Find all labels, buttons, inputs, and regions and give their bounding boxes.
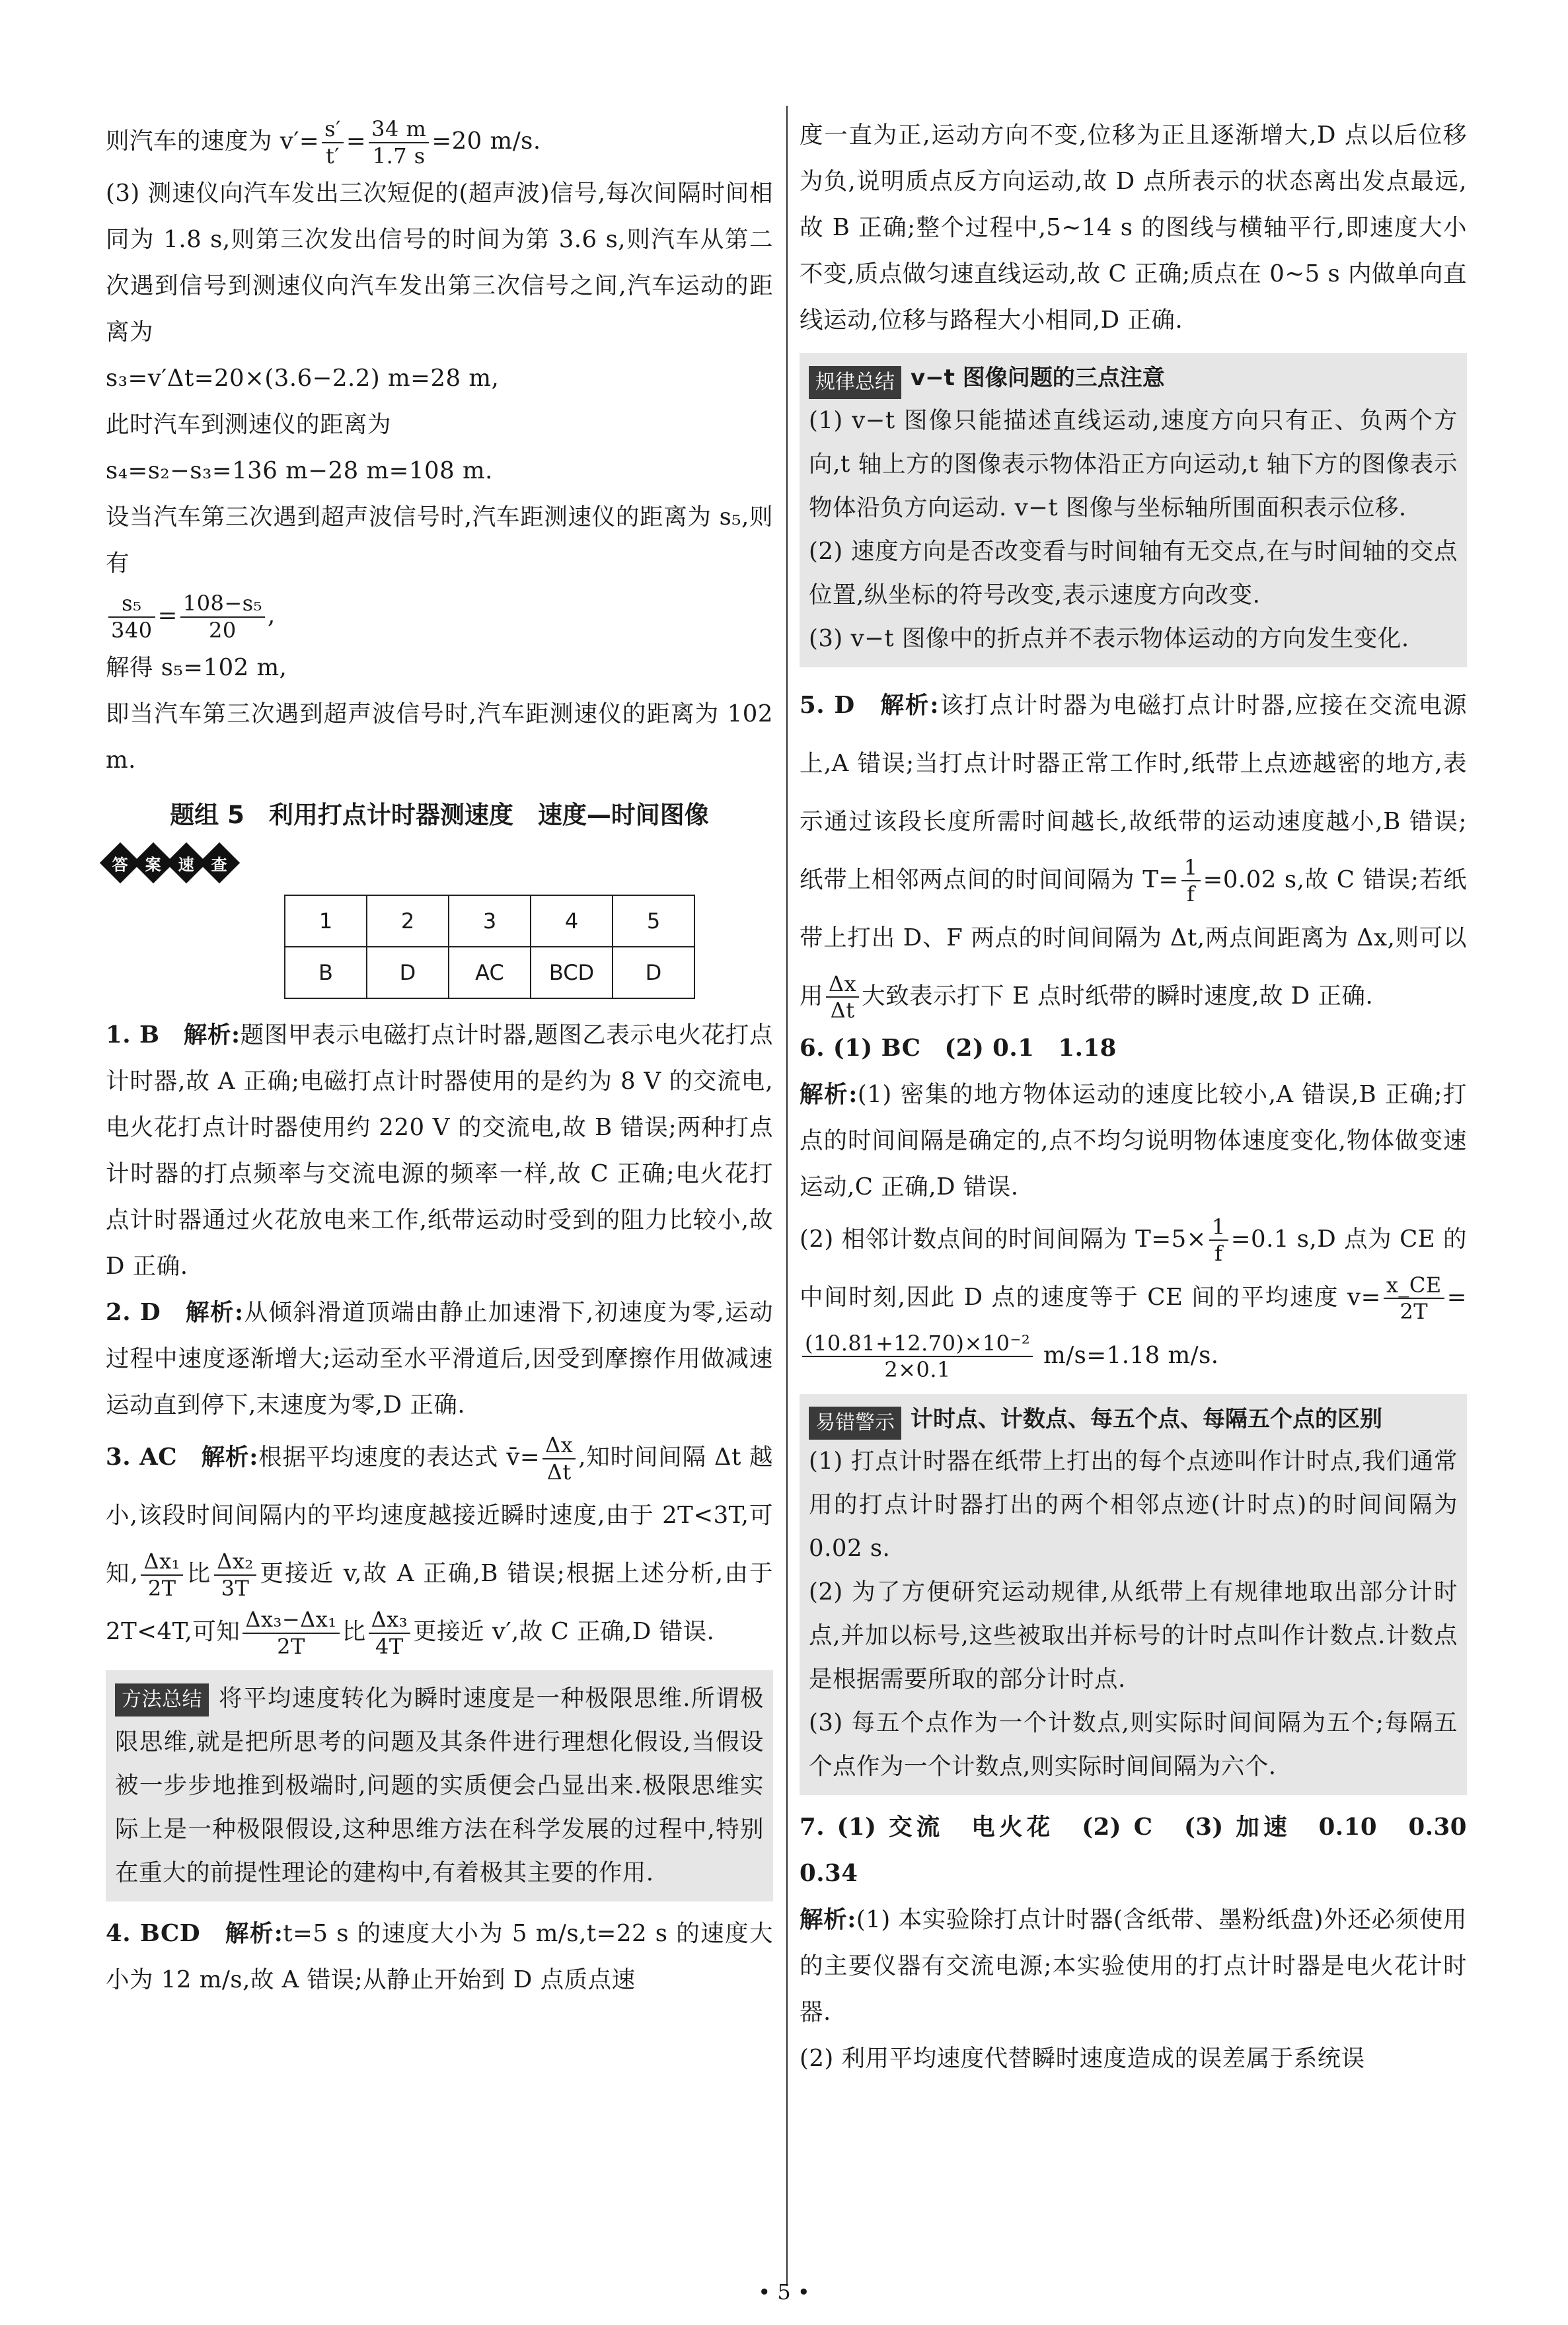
speed-equation-line: 则汽车的速度为 v′= $\frac{s'}{t'}$ = $\frac{34 m}{1.7 s}$ =20 m/s. (106, 116, 541, 168)
answer-table (284, 895, 695, 999)
fraction: $\frac{s'}{t'}$ (322, 116, 344, 168)
column-divider (786, 106, 788, 2286)
rule-summary-title: v−t 图像问题的三点注意 (911, 365, 1165, 391)
error-warning-box (800, 1394, 1467, 1796)
fraction: $\frac{34 m}{1.7 s}$ (369, 116, 429, 168)
ratio-equation-line: $\frac{\text{s₅}}{340}$ = $\frac{\text{108−s₅}}{20}$ , (106, 587, 773, 645)
rule-summary-tag: 规律总结 (809, 366, 901, 399)
method-summary-text: 将平均速度转化为瞬时速度是一种极限思维.所谓极限思维,就是把所思考的问题及其条件进行理想化假设,当假设被一步步地推到极端时,问题的实质便会凸显出来.极限思维实际上是一种极限假设,这种思维方法在科学发展的过程中,特别在重大的前提性理论的建构中,有着极其主要的作用. (115, 1685, 764, 1886)
fraction: $\frac{1}{f}$ (1181, 855, 1201, 907)
fraction: $\frac{\text{108−s₅}}{20}$ (180, 591, 265, 643)
badge-char: 答 (100, 842, 141, 883)
method-summary-box (106, 1670, 773, 1901)
answer-7-part-1: 解析:(1) 本实验除打点计时器(含纸带、墨粉纸盘)外还必须使用的主要仪器有交流电源;本实验使用的打点计时器是电火花计时器. (800, 1906, 1467, 2026)
table-header-row (285, 895, 694, 947)
answer-6-head: 6. (1) BC (2) 0.1 1.18 (800, 1034, 1117, 1062)
table-cell: AC (449, 947, 531, 998)
paragraph: 设当汽车第三次遇到超声波信号时,汽车距测速仪的距离为 s₅,则有 (106, 503, 773, 577)
fraction: $\frac{\text{Δx₃−Δx₁}}{2T}$ (243, 1607, 339, 1659)
warning-point: (3) 每五个点作为一个计数点,则实际时间间隔为五个;每隔五个点作为一个计数点,则实际时间间隔为六个. (809, 1709, 1458, 1780)
page-number: • 5 • (758, 2279, 810, 2305)
answer-2: 2. D 解析:从倾斜滑道顶端由静止加速滑下,初速度为零,运动过程中速度逐渐增大;运动至水平滑道后,因受到摩擦作用做减速运动直到停下,末速度为零,D 正确. (106, 1299, 773, 1419)
equation-line: 解得 s₅=102 m, (106, 654, 287, 681)
answer-3: 3. AC 解析:根据平均速度的表达式 v̄= $\frac{\Delta x}{\Delta t}$ ,知时间间隔 Δt 越小,该段时间间隔内的平均速度越接近瞬时速度,由于 2T<3T,可知, $\frac{\text{Δx₁}}{2T}$ 比 $\frac{\text{Δx₂}}{3T}$ 更接近 v,故 A 正确,B 错误;根据上述分析,由于 2T<4T,可知 $\frac{\text{Δx₃−Δx₁}}{2T}$ 比 $\frac{\text{Δx₃}}{4T}$ 更接近 v′,故 C 正确,D 错误. (106, 1432, 773, 1659)
table-cell: D (367, 947, 449, 998)
table-cell: 3 (449, 895, 531, 947)
fraction: $\frac{\text{Δx₁}}{2T}$ (141, 1549, 182, 1601)
table-cell: 5 (613, 895, 694, 947)
equation-line: s₃=v′Δt=20×(3.6−2.2) m=28 m, (106, 365, 500, 392)
answer-quick-check-badge (106, 848, 773, 877)
warning-point: (2) 为了方便研究运动规律,从纸带上有规律地取出部分计时点,并加以标号,这些被取出并标号的计时点叫作计数点.计数点是根据需要所取的部分计时点. (809, 1578, 1458, 1693)
table-cell: D (613, 947, 694, 998)
equation-line: s₄=s₂−s₃=136 m−28 m=108 m. (106, 457, 493, 484)
answer-6-part-2: (2) 相邻计数点间的时间间隔为 T=5× $\frac{1}{f}$ =0.1 s,D 点为 CE 的中间时刻,因此 D 点的速度等于 CE 间的平均速度 v= $\frac{x\_CE}{2T}$ = $\frac{\text{(10.81+12.70)×10⁻²}}{2\times 0.1}$ m/s=1.18 m/s. (800, 1214, 1467, 1382)
fraction: $\frac{\text{Δx₃}}{4T}$ (369, 1607, 410, 1659)
answer-1: 1. B 解析:题图甲表示电磁打点计时器,题图乙表示电火花打点计时器,故 A 正确;电磁打点计时器使用的是约为 8 V 的交流电,电火花打点计时器使用约 220 V 的交流电,故 B 错误;两种打点计时器的打点频率与交流电源的频率一样,故 C 正确;电火花打点计时器通过火花放电来工作,纸带运动时受到的阻力比较小,故 D 正确. (106, 1021, 774, 1280)
paragraph: 即当汽车第三次遇到超声波信号时,汽车距测速仪的距离为 102 m. (106, 700, 773, 774)
fraction: $\frac{\text{s₅}}{340}$ (108, 591, 155, 643)
rule-point: (2) 速度方向是否改变看与时间轴有无交点,在与时间轴的交点位置,纵坐标的符号改变,表示速度方向改变. (809, 537, 1458, 609)
left-column (106, 112, 773, 2003)
fraction: $\frac{1}{f}$ (1209, 1214, 1228, 1267)
badge-char: 查 (199, 842, 240, 883)
rule-summary-box (800, 353, 1467, 667)
rule-point: (1) v−t 图像只能描述直线运动,速度方向只有正、负两个方向,t 轴上方的图像表示物体沿正方向运动,t 轴下方的图像表示物体沿负方向运动. v−t 图像与坐标轴所围面积表示位移. (809, 406, 1458, 521)
paragraph: 此时汽车到测速仪的距离为 (106, 411, 392, 438)
warning-point: (1) 打点计时器在纸带上打出的每个点迹叫作计时点,我们通常用的打点计时器打出的两个相邻点迹(计时点)的时间间隔为 0.02 s. (809, 1448, 1458, 1562)
fraction: $\frac{\text{Δx₂}}{3T}$ (214, 1549, 256, 1601)
table-cell: 4 (531, 895, 613, 947)
answer-7-head: 7. (1) 交流 电火花 (2) C (3) 加速 0.10 0.30 0.34 (800, 1814, 1491, 1887)
fraction: $\frac{x\_CE}{2T}$ (1384, 1273, 1444, 1325)
table-cell: 2 (367, 895, 449, 947)
fraction: $\frac{\text{(10.81+12.70)×10⁻²}}{2\times 0.1}$ (802, 1331, 1033, 1383)
error-warning-title: 计时点、计数点、每五个点、每隔五个点的区别 (911, 1405, 1382, 1432)
table-cell: 1 (285, 895, 367, 947)
paragraph: (3) 测速仪向汽车发出三次短促的(超声波)信号,每次间隔时间相同为 1.8 s,则第三次发出信号的时间为第 3.6 s,则汽车从第二次遇到信号到测速仪向汽车发出第三次信号之间,汽车运动的距离为 (106, 180, 773, 346)
right-column (800, 112, 1491, 2082)
fraction: $\frac{\Delta x}{\Delta t}$ (542, 1432, 576, 1485)
error-warning-tag: 易错警示 (809, 1407, 901, 1440)
answer-7-part-2: (2) 利用平均速度代替瞬时速度造成的误差属于系统误 (800, 2045, 1365, 2072)
table-cell: B (285, 947, 367, 998)
method-summary-tag: 方法总结 (115, 1683, 209, 1716)
group-title: 题组 5 利用打点计时器测速度 速度—时间图像 (170, 801, 709, 829)
table-cell: BCD (531, 947, 613, 998)
answer-5: 5. D 解析:该打点计时器为电磁打点计时器,应接在交流电源上,A 错误;当打点计时器正常工作时,纸带上点迹越密的地方,表示通过该段长度所需时间越长,故纸带的运动速度越小,B 错误;纸带上相邻两点间的时间间隔为 T= $\frac{1}{f}$ =0.02 s,故 C 错误;若纸带上打出 D、F 两点的时间间隔为 Δt,两点间距离为 Δx,则可以用 $\frac{\Delta x}{\Delta t}$ 大致表示打下 E 点时纸带的瞬时速度,故 D 正确. (800, 691, 1467, 1023)
answer-4: 4. BCD 解析:t=5 s 的速度大小为 5 m/s,t=22 s 的速度大小为 12 m/s,故 A 错误;从静止开始到 D 点质点速 (106, 1920, 773, 1993)
table-row (285, 947, 694, 998)
rule-point: (3) v−t 图像中的折点并不表示物体运动的方向发生变化. (809, 624, 1409, 652)
badge-char: 速 (166, 842, 207, 883)
badge-char: 案 (133, 842, 174, 883)
paragraph: 度一直为正,运动方向不变,位移为正且逐渐增大,D 点以后位移为负,说明质点反方向运动,故 D 点所表示的状态离出发点最远,故 B 正确;整个过程中,5~14 s 的图线与横轴平行,即速度大小不变,质点做匀速直线运动,故 C 正确;质点在 0~5 s 内做单向直线运动,位移与路程大小相同,D 正确. (800, 122, 1467, 334)
fraction: $\frac{\Delta x}{\Delta t}$ (826, 971, 859, 1023)
answer-6-part-1: 解析:(1) 密集的地方物体运动的速度比较小,A 错误,B 正确;打点的时间间隔是确定的,点不均匀说明物体速度变化,物体做变速运动,C 正确,D 错误. (800, 1080, 1467, 1200)
